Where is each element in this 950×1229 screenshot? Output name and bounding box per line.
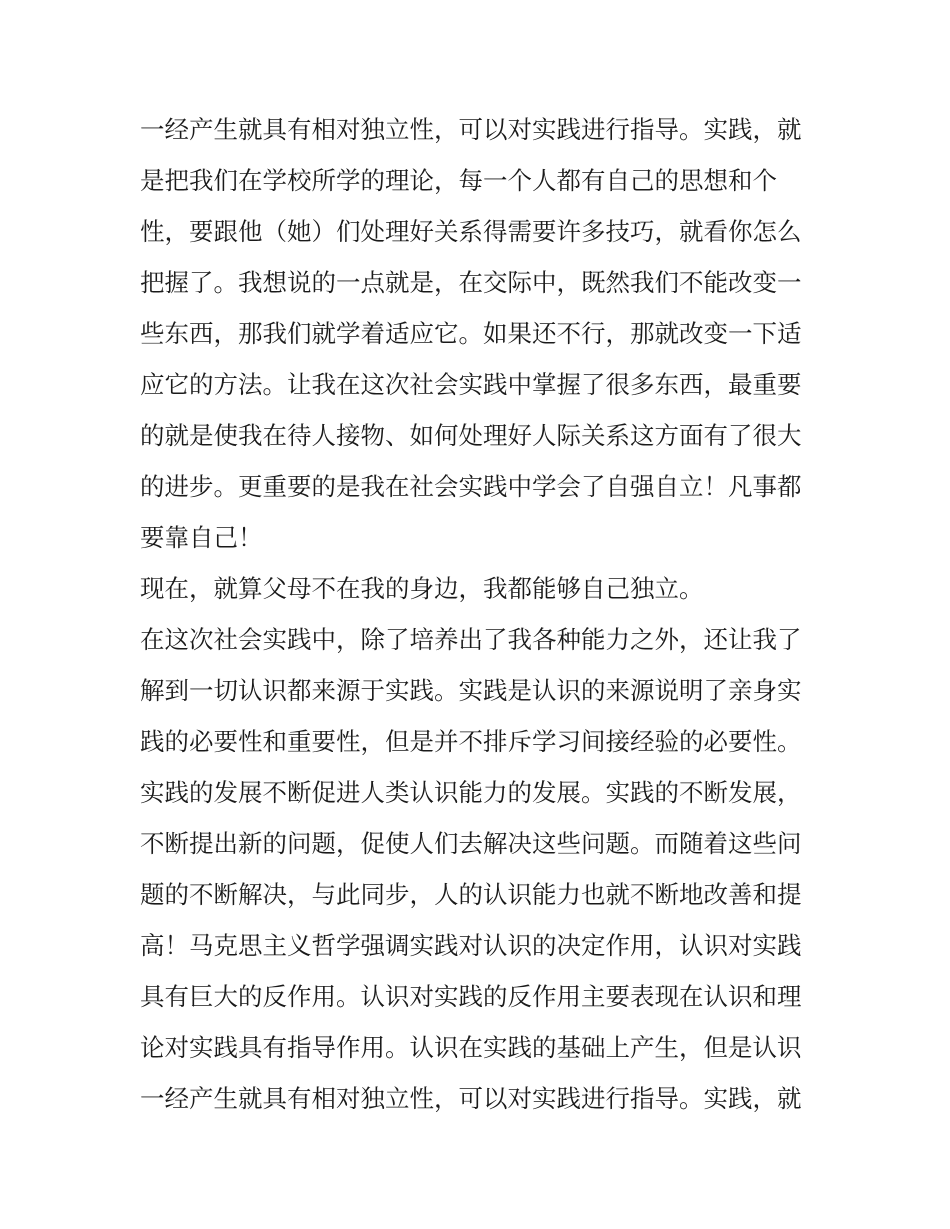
text-line-5: 些东西，那我们就学着适应它。如果还不行，那就改变一下适 [140, 319, 802, 348]
text-line-10: 现在，就算父母不在我的身边，我都能够自己独立。 [140, 574, 704, 603]
text-line-6: 应它的方法。让我在这次社会实践中掌握了很多东西，最重要 [140, 370, 802, 399]
text-line-2: 是把我们在学校所学的理论，每一个人都有自己的思想和个 [140, 166, 777, 195]
text-line-1: 一经产生就具有相对独立性，可以对实践进行指导。实践，就 [140, 115, 802, 144]
text-line-8: 的进步。更重要的是我在社会实践中学会了自强自立！凡事都 [140, 472, 802, 501]
text-line-7: 的就是使我在待人接物、如何处理好人际关系这方面有了很大 [140, 421, 802, 450]
text-line-12: 解到一切认识都来源于实践。实践是认识的来源说明了亲身实 [140, 676, 802, 705]
body-text [140, 110, 820, 1130]
text-line-20: 一经产生就具有相对独立性，可以对实践进行指导。实践，就 [140, 1084, 802, 1113]
text-line-16: 题的不断解决，与此同步，人的认识能力也就不断地改善和提 [140, 880, 802, 909]
text-line-11: 在这次社会实践中，除了培养出了我各种能力之外，还让我了 [140, 625, 802, 654]
text-line-9: 要靠自己！ [140, 523, 263, 552]
text-line-15: 不断提出新的问题，促使人们去解决这些问题。而随着这些问 [140, 829, 802, 858]
text-line-19: 论对实践具有指导作用。认识在实践的基础上产生，但是认识 [140, 1033, 802, 1062]
text-line-13: 践的必要性和重要性，但是并不排斥学习间接经验的必要性。 [140, 727, 802, 756]
text-line-18: 具有巨大的反作用。认识对实践的反作用主要表现在认识和理 [140, 982, 802, 1011]
text-line-17: 高！马克思主义哲学强调实践对认识的决定作用，认识对实践 [140, 931, 802, 960]
text-line-14: 实践的发展不断促进人类认识能力的发展。实践的不断发展， [140, 778, 802, 807]
text-line-3: 性，要跟他（她）们处理好关系得需要许多技巧，就看你怎么 [140, 217, 802, 246]
text-line-4: 把握了。我想说的一点就是，在交际中，既然我们不能改变一 [140, 268, 802, 297]
